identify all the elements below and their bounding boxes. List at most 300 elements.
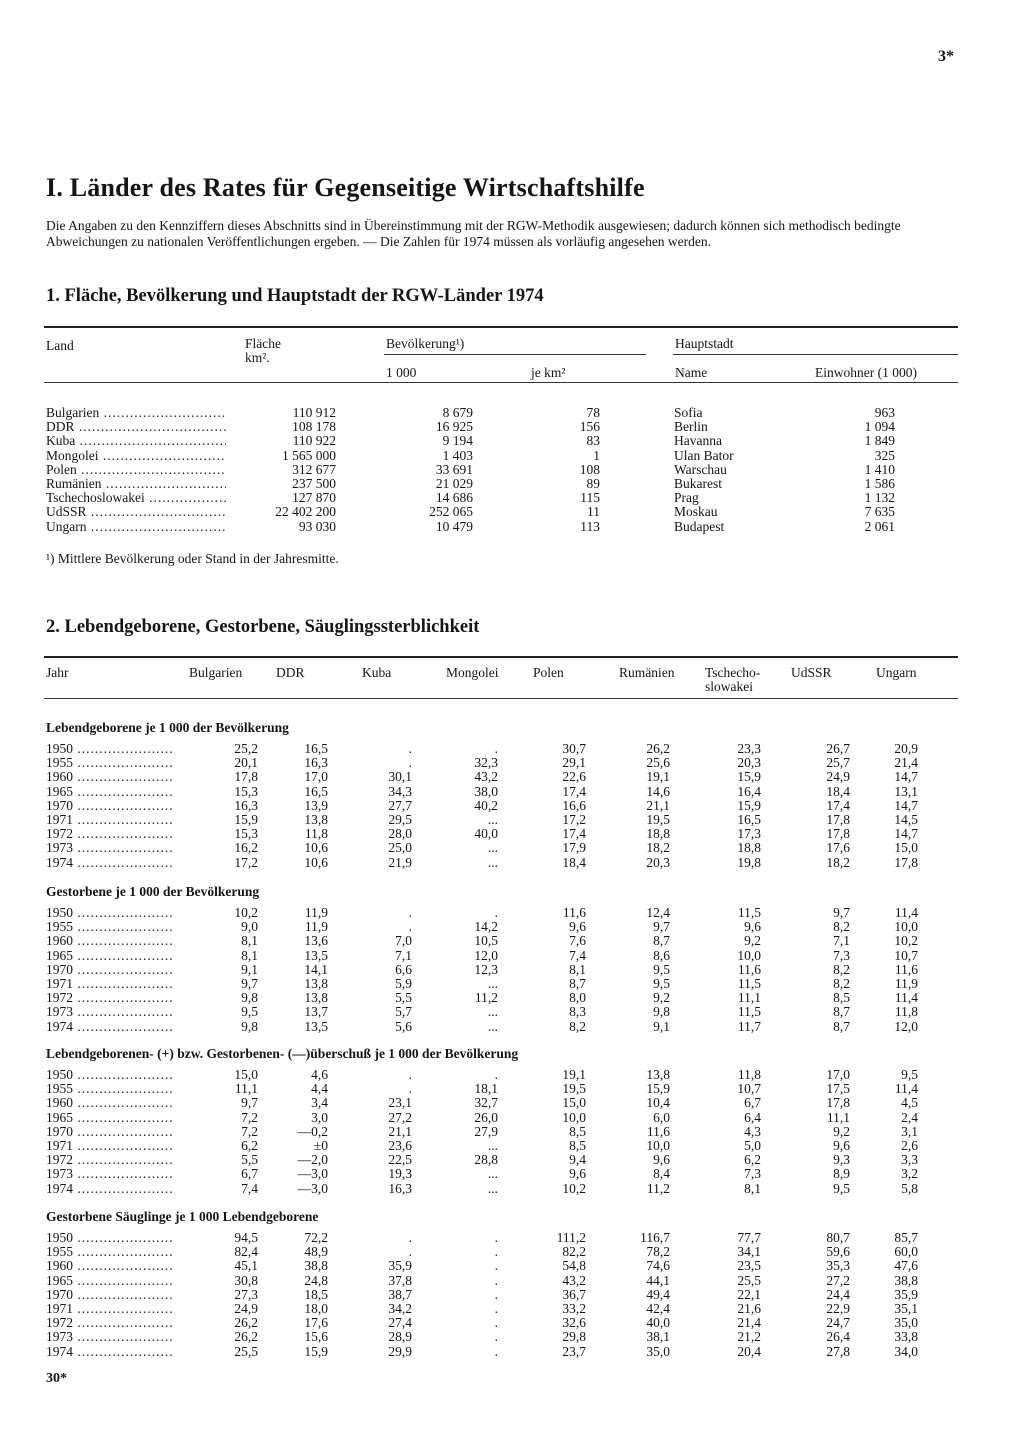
tschechoslowakei-cell: 16,5 [737,812,761,827]
udssr-cell: 8,7 [833,1018,850,1034]
ungarn-cell: 11,6 [894,961,918,977]
ddr-cell: 17,0 [304,769,328,785]
polen-cell: 32,6 [562,1315,586,1331]
bulgarien-cell: 25,5 [234,1343,258,1359]
year-label: 1971 ..... [46,813,174,827]
table2-row [46,920,958,934]
intro-paragraph: Die Angaben zu den Kennziffern dieses Abschnitts sind in Übereinstimmung mit der RGW-Methodik ausgewiesen; dadurch können sich methodisch bedingte Abweichungen zu nationalen Veröffentlichungen ergeben. — Die Zahlen für 1974 müssen als vorläufig angesehen werden. [46,218,901,249]
capital-name-cell: Moskau [674,504,718,520]
table1-header-hauptstadt: Hauptstadt [675,336,734,351]
polen-cell: 10,0 [562,1109,586,1125]
bevoelkerung-cell: 16 925 [435,419,473,435]
kuba-cell: 29,9 [388,1343,412,1359]
udssr-cell: 8,2 [833,919,850,935]
table2-row [46,742,958,756]
tschechoslowakei-cell: 11,5 [737,1004,761,1020]
capital-population-cell: 2 061 [864,518,895,534]
kuba-cell: 16,3 [388,1180,412,1196]
ungarn-cell: 14,7 [894,826,918,842]
capital-population-cell: 1 094 [864,419,895,435]
ungarn-cell: 13,1 [894,783,918,799]
polen-cell: 8,5 [569,1123,586,1139]
udssr-cell: 17,5 [826,1081,850,1097]
year-label: 1950 ..... [46,1231,174,1245]
rumaenien-cell: 8,7 [653,933,670,949]
kuba-cell: . [408,1067,412,1082]
udssr-cell: 35,3 [826,1258,850,1274]
table2-row [46,1139,958,1153]
year-label: 1965 ..... [46,1274,174,1288]
ddr-cell: —0,2 [297,1123,328,1139]
udssr-cell: 59,6 [826,1244,850,1260]
ddr-cell: 11,9 [304,905,328,920]
rumaenien-cell: 20,3 [646,854,670,870]
capital-population-cell: 7 635 [864,504,895,520]
mongolei-cell: . [494,1067,498,1082]
bevoelkerung-cell: 9 194 [442,433,473,449]
table1-row [46,434,958,448]
bulgarien-cell: 45,1 [234,1258,258,1274]
year-label: 1970 ..... [46,963,174,977]
table2-header-bulgarien: Bulgarien [189,665,243,680]
table2-row [46,991,958,1005]
bulgarien-cell: 17,2 [234,854,258,870]
ungarn-cell: 35,1 [894,1301,918,1316]
year-label: 1950 ..... [46,742,174,756]
table2-row [46,1020,958,1034]
rumaenien-cell: 11,2 [646,1180,670,1196]
ddr-cell: 13,8 [304,976,328,991]
ungarn-cell: 2,4 [901,1109,918,1125]
ungarn-cell: 12,0 [894,1018,918,1034]
mongolei-cell: 40,0 [474,826,498,842]
ungarn-cell: 4,5 [901,1095,918,1111]
rumaenien-cell: 6,0 [653,1109,670,1125]
year-label: 1965 ..... [46,1111,174,1125]
ungarn-cell: 14,5 [894,812,918,827]
year-label: 1960 ..... [46,770,174,784]
table2-title: 2. Lebendgeborene, Gestorbene, Säuglingssterblichkeit [46,617,480,637]
table2-row [46,1345,958,1359]
table2-row [46,934,958,948]
table1-header-einwohner: Einwohner (1 000) [815,365,917,380]
bulgarien-cell: 8,1 [241,947,258,963]
bulgarien-cell: 5,5 [241,1152,258,1168]
ungarn-cell: 33,8 [894,1329,918,1345]
ungarn-cell: 21,4 [894,755,918,771]
polen-cell: 8,7 [569,976,586,991]
tschechoslowakei-cell: 23,5 [737,1258,761,1274]
table2-row [46,1111,958,1125]
mongolei-cell: . [494,1329,498,1345]
udssr-cell: 17,0 [826,1067,850,1082]
table2-row [46,1153,958,1167]
capital-population-cell: 1 410 [864,461,895,477]
bulgarien-cell: 20,1 [234,755,258,771]
table2-row [46,1005,958,1019]
mongolei-cell: 14,2 [474,919,498,935]
country-label: UdSSR ..... [46,505,226,519]
ddr-cell: 10,6 [304,854,328,870]
ungarn-cell: 47,6 [894,1258,918,1274]
table1-hauptstadt-rule [673,354,958,355]
table2-group-title: Gestorbene je 1 000 der Bevölkerung [46,884,260,899]
country-label: Tschechoslowakei ..... [46,491,226,505]
ddr-cell: 16,5 [304,741,328,756]
ungarn-cell: 35,9 [894,1286,918,1302]
capital-population-cell: 325 [874,447,895,463]
bulgarien-cell: 30,8 [234,1272,258,1288]
table2-header-polen: Polen [533,665,564,680]
table2-header-jahr: Jahr [46,665,69,680]
ddr-cell: —3,0 [297,1180,328,1196]
tschechoslowakei-cell: 11,6 [737,961,761,977]
bulgarien-cell: 10,2 [234,905,258,920]
density-cell: 108 [579,461,600,477]
tschechoslowakei-cell: 21,4 [737,1315,761,1331]
mongolei-cell: . [494,905,498,920]
udssr-cell: 26,4 [826,1329,850,1345]
tschechoslowakei-cell: 16,4 [737,783,761,799]
ddr-cell: —2,0 [297,1152,328,1168]
polen-cell: 7,6 [569,933,586,949]
table2-row [46,1274,958,1288]
table2-header-rule [44,698,958,699]
kuba-cell: 27,4 [388,1315,412,1331]
kuba-cell: 37,8 [388,1272,412,1288]
bevoelkerung-cell: 10 479 [435,518,473,534]
ddr-cell: 48,9 [304,1244,328,1260]
capital-population-cell: 1 586 [864,476,895,491]
bulgarien-cell: 7,2 [241,1109,258,1125]
table1-row [46,463,958,477]
table2-row [46,799,958,813]
polen-cell: 17,4 [562,783,586,799]
kuba-cell: 35,9 [388,1258,412,1274]
tschechoslowakei-cell: 18,8 [737,840,761,856]
tschechoslowakei-cell: 34,1 [737,1244,761,1260]
kuba-cell: 19,3 [388,1166,412,1182]
flaeche-cell: 312 677 [292,461,336,477]
table2-row [46,1082,958,1096]
tschechoslowakei-cell: 15,9 [737,769,761,785]
rumaenien-cell: 9,6 [653,1152,670,1168]
table2-row [46,1167,958,1181]
year-label: 1973 ..... [46,841,174,855]
ddr-cell: 18,0 [304,1301,328,1316]
table2-row [46,1182,958,1196]
flaeche-cell: 110 922 [292,433,336,449]
ddr-cell: 13,8 [304,990,328,1006]
tschechoslowakei-cell: 4,3 [744,1123,761,1139]
tschechoslowakei-cell: 10,7 [737,1081,761,1097]
tschechoslowakei-cell: 21,2 [737,1329,761,1345]
table2-row [46,963,958,977]
ungarn-cell: 85,7 [894,1230,918,1245]
table1-header-land: Land [46,338,74,353]
bevoelkerung-cell: 8 679 [442,405,473,420]
bulgarien-cell: 24,9 [234,1301,258,1316]
udssr-cell: 8,7 [833,1004,850,1020]
capital-name-cell: Ulan Bator [674,447,734,463]
tschechoslowakei-cell: 15,9 [737,797,761,813]
year-label: 1973 ..... [46,1167,174,1181]
table2-header-mongolei: Mongolei [446,665,499,680]
year-label: 1970 ..... [46,799,174,813]
mongolei-cell: 10,5 [474,933,498,949]
rumaenien-cell: 78,2 [646,1244,670,1260]
tschechoslowakei-cell: 7,3 [744,1166,761,1182]
rumaenien-cell: 116,7 [640,1230,670,1245]
mongolei-cell: ... [487,976,498,991]
ddr-cell: 13,6 [304,933,328,949]
udssr-cell: 17,6 [826,840,850,856]
ungarn-cell: 34,0 [894,1343,918,1359]
polen-cell: 9,4 [569,1152,586,1168]
table2-row [46,1316,958,1330]
table1-top-rule [44,326,958,328]
polen-cell: 9,6 [569,1166,586,1182]
bulgarien-cell: 16,2 [234,840,258,856]
ddr-cell: —3,0 [297,1166,328,1182]
capital-name-cell: Bukarest [674,476,722,491]
table2-header-kuba: Kuba [362,665,392,680]
year-label: 1972 ..... [46,1316,174,1330]
mongolei-cell: ... [487,1180,498,1196]
table1-header-name: Name [675,365,708,380]
ddr-cell: 13,7 [304,1004,328,1020]
kuba-cell: 27,2 [388,1109,412,1125]
udssr-cell: 24,7 [826,1315,850,1331]
kuba-cell: . [408,1230,412,1245]
table1-row [46,505,958,519]
kuba-cell: 27,7 [388,797,412,813]
udssr-cell: 7,1 [833,933,850,949]
mongolei-cell: 32,7 [474,1095,498,1111]
polen-cell: 17,2 [562,812,586,827]
ddr-cell: 11,9 [304,919,328,935]
mongolei-cell: . [494,1315,498,1331]
tschechoslowakei-cell: 6,7 [744,1095,761,1111]
ungarn-cell: 3,2 [901,1166,918,1182]
table2-row [46,1302,958,1316]
tschechoslowakei-cell: 22,1 [737,1286,761,1302]
rumaenien-cell: 8,4 [653,1166,670,1182]
table1-bev-rule [384,354,646,355]
tschechoslowakei-cell: 21,6 [737,1301,761,1316]
density-cell: 78 [586,405,600,420]
ddr-cell: 72,2 [304,1230,328,1245]
tschechoslowakei-cell: 11,1 [737,990,761,1006]
table2-row [46,977,958,991]
bulgarien-cell: 15,0 [234,1067,258,1082]
bulgarien-cell: 8,1 [241,933,258,949]
density-cell: 1 [593,447,600,463]
flaeche-cell: 93 030 [298,518,336,534]
polen-cell: 17,9 [562,840,586,856]
table2-group-title: Lebendgeborene je 1 000 der Bevölkerung [46,720,289,735]
udssr-cell: 17,8 [826,812,850,827]
table2-header-tschecho-2: slowakei [705,679,753,694]
ddr-cell: 14,1 [304,961,328,977]
rumaenien-cell: 9,8 [653,1004,670,1020]
table2-row [46,1068,958,1082]
kuba-cell: 25,0 [388,840,412,856]
ungarn-cell: 11,4 [894,905,918,920]
table1-header-flaeche-unit: km². [245,350,270,365]
density-cell: 113 [580,518,600,534]
country-label: Polen ..... [46,463,226,477]
ungarn-cell: 5,8 [901,1180,918,1196]
bulgarien-cell: 16,3 [234,797,258,813]
bulgarien-cell: 17,8 [234,769,258,785]
density-cell: 89 [586,476,600,491]
bulgarien-cell: 9,1 [241,961,258,977]
year-label: 1971 ..... [46,977,174,991]
udssr-cell: 17,4 [826,797,850,813]
tschechoslowakei-cell: 23,3 [737,741,761,756]
tschechoslowakei-cell: 19,8 [737,854,761,870]
polen-cell: 7,4 [569,947,586,963]
capital-name-cell: Prag [674,490,699,506]
kuba-cell: . [408,919,412,935]
ddr-cell: 15,6 [304,1329,328,1345]
tschechoslowakei-cell: 6,4 [744,1109,761,1125]
year-label: 1971 ..... [46,1139,174,1153]
capital-name-cell: Warschau [674,461,727,477]
year-label: 1974 ..... [46,1345,174,1359]
mongolei-cell: ... [487,854,498,870]
year-label: 1955 ..... [46,1082,174,1096]
country-label: DDR ..... [46,420,226,434]
bulgarien-cell: 7,2 [241,1123,258,1139]
ungarn-cell: 3,3 [901,1152,918,1168]
flaeche-cell: 108 178 [292,419,336,435]
mongolei-cell: . [494,1286,498,1302]
bulgarien-cell: 6,7 [241,1166,258,1182]
table1-row [46,491,958,505]
rumaenien-cell: 26,2 [646,741,670,756]
polen-cell: 8,3 [569,1004,586,1020]
kuba-cell: 7,1 [395,947,412,963]
udssr-cell: 9,6 [833,1138,850,1153]
rumaenien-cell: 49,4 [646,1286,670,1302]
flaeche-cell: 110 912 [292,405,336,420]
udssr-cell: 24,4 [826,1286,850,1302]
kuba-cell: . [408,1244,412,1260]
ungarn-cell: 9,5 [901,1067,918,1082]
table2-header-tschecho-1: Tschecho- [705,665,761,680]
rumaenien-cell: 13,8 [646,1067,670,1082]
udssr-cell: 8,2 [833,976,850,991]
mongolei-cell: ... [487,1004,498,1020]
table2-group-title: Lebendgeborenen- (+) bzw. Gestorbenen- (—)überschuß je 1 000 der Bevölkerung [46,1046,519,1061]
ddr-cell: 3,0 [311,1109,328,1125]
density-cell: 115 [580,490,600,506]
rumaenien-cell: 12,4 [646,905,670,920]
mongolei-cell: 38,0 [474,783,498,799]
country-label: Kuba ..... [46,434,226,448]
table1-header-rule [44,382,958,383]
udssr-cell: 26,7 [826,741,850,756]
mongolei-cell: 26,0 [474,1109,498,1125]
year-label: 1973 ..... [46,1005,174,1019]
year-label: 1955 ..... [46,1245,174,1259]
rumaenien-cell: 11,6 [646,1123,670,1139]
mongolei-cell: . [494,1301,498,1316]
ddr-cell: 11,8 [304,826,328,842]
rumaenien-cell: 44,1 [646,1272,670,1288]
capital-population-cell: 1 849 [864,433,895,449]
polen-cell: 23,7 [562,1343,586,1359]
capital-name-cell: Sofia [674,405,703,420]
ungarn-cell: 11,4 [894,1081,918,1097]
kuba-cell: 23,1 [388,1095,412,1111]
kuba-cell: 38,7 [388,1286,412,1302]
kuba-cell: 5,9 [395,976,412,991]
polen-cell: 54,8 [562,1258,586,1274]
tschechoslowakei-cell: 5,0 [744,1138,761,1153]
rumaenien-cell: 25,6 [646,755,670,771]
bevoelkerung-cell: 1 403 [442,447,473,463]
year-label: 1970 ..... [46,1125,174,1139]
year-label: 1972 ..... [46,991,174,1005]
table1-header-bev-1000: 1 000 [386,365,417,380]
flaeche-cell: 237 500 [292,476,336,491]
polen-cell: 8,0 [569,990,586,1006]
bevoelkerung-cell: 21 029 [435,476,473,491]
polen-cell: 82,2 [562,1244,586,1260]
tschechoslowakei-cell: 17,3 [737,826,761,842]
bulgarien-cell: 26,2 [234,1315,258,1331]
udssr-cell: 8,5 [833,990,850,1006]
rumaenien-cell: 8,6 [653,947,670,963]
ddr-cell: ±0 [313,1138,328,1153]
table2-row [46,949,958,963]
ddr-cell: 4,4 [311,1081,328,1097]
mongolei-cell: 32,3 [474,755,498,771]
year-label: 1955 ..... [46,756,174,770]
flaeche-cell: 1 565 000 [282,447,336,463]
udssr-cell: 11,1 [826,1109,850,1125]
udssr-cell: 9,5 [833,1180,850,1196]
year-label: 1950 ..... [46,906,174,920]
table2-row [46,1288,958,1302]
ddr-cell: 18,5 [304,1286,328,1302]
rumaenien-cell: 38,1 [646,1329,670,1345]
bulgarien-cell: 6,2 [241,1138,258,1153]
ddr-cell: 3,4 [311,1095,328,1111]
rumaenien-cell: 74,6 [646,1258,670,1274]
table2-row [46,770,958,784]
polen-cell: 8,2 [569,1018,586,1034]
polen-cell: 15,0 [562,1095,586,1111]
rumaenien-cell: 19,5 [646,812,670,827]
year-label: 1950 ..... [46,1068,174,1082]
kuba-cell: . [408,741,412,756]
ungarn-cell: 11,9 [894,976,918,991]
udssr-cell: 27,2 [826,1272,850,1288]
tschechoslowakei-cell: 11,5 [737,905,761,920]
ungarn-cell: 2,6 [901,1138,918,1153]
kuba-cell: 6,6 [395,961,412,977]
mongolei-cell: 27,9 [474,1123,498,1139]
ungarn-cell: 10,7 [894,947,918,963]
ungarn-cell: 11,8 [894,1004,918,1020]
table1-row [46,449,958,463]
udssr-cell: 9,7 [833,905,850,920]
table2-row [46,906,958,920]
